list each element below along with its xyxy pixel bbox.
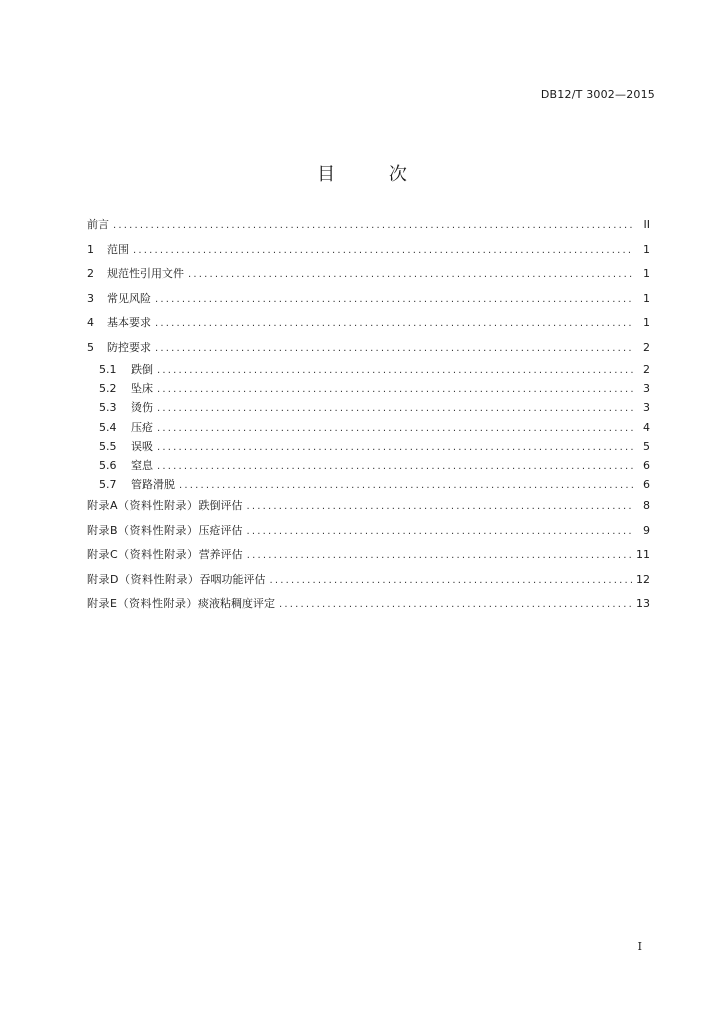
toc-entry-label: 烫伤 [131,401,153,415]
toc-entry-label: 范围 [107,242,129,256]
toc-entry-number: 1 [87,242,94,256]
dot-leader [157,401,634,417]
toc-entry-number: 5.5 [99,439,117,453]
toc-page-number: 12 [636,572,650,586]
toc-page-number: 4 [643,420,650,434]
appendix-tag: 附录B（资料性附录） [87,523,199,537]
toc-entry-subsection-5-3[interactable] [87,400,650,419]
toc-entry-label: 基本要求 [107,316,151,329]
toc-entry-number: 5.2 [99,382,117,396]
toc-entry-subsection-5-5[interactable] [87,439,650,458]
toc-entry-appendix-a[interactable] [87,498,650,523]
dot-leader [247,499,634,515]
appendix-tag: 附录E（资料性附录） [87,597,198,611]
dot-leader [157,459,634,475]
dot-leader [113,218,634,234]
toc-page-number: 2 [643,363,650,376]
toc-page-number: 3 [643,401,650,415]
toc-page-number: 6 [643,478,650,492]
toc-entry-foreword[interactable] [87,217,650,242]
toc-entry-appendix-b[interactable] [87,523,650,548]
toc-entry-section-5[interactable] [87,340,650,365]
toc-entry-section-4[interactable] [87,315,650,340]
appendix-tag: 附录D（资料性附录） [87,572,200,586]
dot-leader [155,341,634,357]
appendix-tag: 附录C（资料性附录） [87,548,199,562]
standard-code: DB12/T 3002—2015 [540,88,655,101]
toc-page-number: 3 [643,382,650,396]
dot-leader [133,243,634,259]
toc-entry-label: 常见风险 [107,291,151,305]
toc-entry-subsection-5-4[interactable] [87,420,650,439]
toc-entry-label: 窒息 [131,458,153,472]
toc-entry-number: 5.1 [99,363,117,376]
toc-entry-section-3[interactable] [87,291,650,316]
toc-entry-number: 5.4 [99,420,117,434]
toc-entry-number: 5.3 [99,401,117,415]
dot-leader [155,292,634,308]
toc-entry-number: 5 [87,340,94,354]
dot-leader [188,267,634,283]
appendix-tag: 附录A（资料性附录） [87,499,199,513]
toc-entry-label: 跌倒评估 [198,499,243,513]
toc-entry-label: 压疮 [131,420,153,434]
toc-page-number: 13 [636,597,650,611]
toc-entry-appendix-c[interactable] [87,547,650,572]
toc-page-number: 9 [643,523,650,537]
dot-leader [179,478,634,494]
toc-page-number: 5 [643,439,650,453]
toc-page-number: 1 [643,291,650,305]
toc-page-number: 6 [643,458,650,472]
toc-entry-label: 防控要求 [107,340,151,354]
toc-page-number: 1 [643,242,650,256]
page-title: 目 次 [317,164,431,185]
toc-entry-subsection-5-6[interactable] [87,458,650,477]
toc-page-number: 1 [643,316,650,329]
toc-entry-subsection-5-2[interactable] [87,381,650,400]
dot-leader [279,597,632,613]
dot-leader [269,573,632,589]
toc-entry-label: 痰液粘稠度评定 [197,597,275,611]
toc-entry-label: 吞咽功能评估 [199,572,266,586]
toc-entry-label: 误吸 [131,439,153,453]
dot-leader [157,421,634,437]
toc-entry-label: 跌倒 [131,363,153,376]
toc-entry-number: 2 [87,267,94,280]
dot-leader [157,363,634,379]
table-of-contents [87,217,650,621]
dot-leader [155,316,634,332]
dot-leader [247,524,634,540]
toc-entry-label: 规范性引用文件 [107,267,184,280]
dot-leader [247,548,632,564]
toc-entry-label: 压疮评估 [198,523,243,537]
toc-page-number: 2 [643,340,650,354]
toc-entry-appendix-d[interactable] [87,572,650,597]
toc-page-number: 1 [643,267,650,280]
toc-entry-label: 坠床 [131,382,153,396]
toc-entry-subsection-5-1[interactable] [87,362,650,381]
toc-entry-number: 3 [87,291,94,305]
toc-entry-appendix-e[interactable] [87,596,650,621]
toc-entry-number: 5.7 [99,478,117,492]
toc-entry-subsection-5-7[interactable] [87,477,650,496]
toc-entry-label: 前言 [87,218,109,231]
toc-entry-number: 4 [87,316,94,329]
toc-page-number: 8 [643,499,650,513]
toc-entry-number: 5.6 [99,458,117,472]
toc-entry-section-2[interactable] [87,266,650,291]
dot-leader [157,382,634,398]
dot-leader [157,440,634,456]
toc-entry-label: 管路滑脱 [131,478,175,492]
toc-entry-label: 营养评估 [198,548,243,562]
toc-entry-section-1[interactable] [87,242,650,267]
toc-page-number: II [643,218,650,231]
toc-page-number: 11 [636,548,650,562]
page-number: I [637,940,642,953]
